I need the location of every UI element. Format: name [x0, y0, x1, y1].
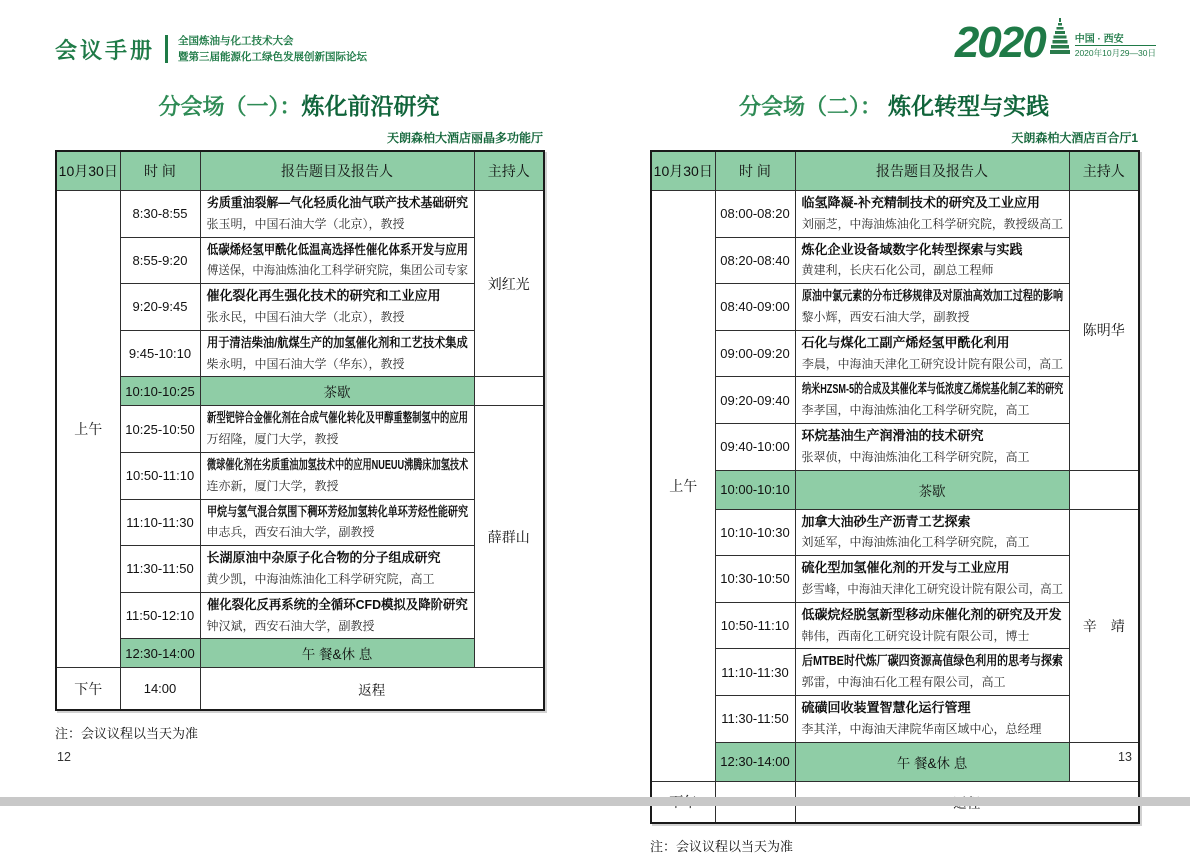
moderator-cell: [1069, 470, 1139, 509]
talk-speaker: 张翠侦，中海油炼油化工科学研究院，高工: [801, 449, 1030, 464]
talk-cell: [795, 423, 1069, 470]
talk-speaker-line: [207, 616, 468, 637]
time-cell: 8:30-8:55: [120, 191, 200, 238]
event-dates: 2020年10月29—30日: [1075, 45, 1156, 59]
talk-speaker-line: [802, 626, 1063, 647]
talk-cell: [795, 330, 1069, 377]
talk-speaker: 张玉明，中国石油大学（北京），教授: [206, 216, 405, 231]
talk-title-line: [802, 379, 1063, 400]
talk-cell: [795, 602, 1069, 649]
talk-title-line: [802, 193, 1063, 214]
talk-title: 催化裂化反再系统的全循环CFD模拟及降阶研究: [206, 596, 468, 612]
venue-label: 天朗森柏大酒店百合厅1: [1011, 131, 1138, 145]
period-cell-morning: 上午: [56, 191, 120, 668]
talk-title: 微球催化剂在劣质重油加氢技术中的应用NUEUU沸腾床加氢技术: [206, 456, 468, 472]
talk-title-line: [802, 651, 1063, 672]
break-row: [651, 470, 1139, 509]
time-cell: 10:50-11:10: [120, 452, 200, 499]
talk-speaker: 彭雪峰，中海油天津化工研究设计院有限公司，高工: [801, 581, 1063, 596]
talk-speaker: 李其洋，中海油天津院华南区域中心，总经理: [801, 721, 1042, 736]
talk-speaker-line: [802, 214, 1063, 235]
talk-title: 催化裂化再生强化技术的研究和工业应用: [206, 288, 441, 304]
talk-speaker: 申志兵，西安石油大学，副教授: [206, 525, 375, 540]
page-13: [650, 88, 1138, 855]
talk-speaker-line: [207, 354, 468, 375]
column-header-date: 10月30日: [651, 151, 715, 191]
time-cell: 10:10-10:25: [120, 377, 200, 406]
column-header-topic: 报告题目及报告人: [200, 151, 474, 191]
year-text: 2020: [954, 18, 1045, 68]
agenda-note: 注：会议议程以当天为准: [55, 725, 199, 741]
page-12: [55, 88, 543, 742]
session-title-prefix: 分会场（二）：: [738, 94, 889, 119]
column-header-date: 10月30日: [56, 151, 120, 191]
session-title-2: [650, 88, 1138, 121]
talk-cell: [200, 452, 474, 499]
talk-speaker: 李孝国，中海油炼油化工科学研究院，高工: [801, 403, 1030, 418]
talk-cell: [200, 191, 474, 238]
talk-speaker-line: [207, 307, 468, 328]
talk-title: 加拿大油砂生产沥青工艺探索: [801, 513, 971, 529]
time-cell: 11:10-11:30: [120, 499, 200, 546]
talk-speaker-line: [802, 672, 1063, 693]
time-cell: 12:30-14:00: [715, 742, 795, 781]
talk-speaker: 郭雷，中海油石化工程有限公司，高工: [801, 675, 1006, 690]
event-logo: [954, 18, 1156, 68]
time-cell: 11:30-11:50: [120, 546, 200, 593]
talk-speaker-line: [802, 719, 1063, 740]
talk-row: [651, 377, 1139, 424]
talk-row: [56, 284, 544, 331]
talk-title: 低碳烯烃氢甲酰化低温高选择性催化体系开发与应用: [206, 241, 468, 257]
talk-title: 低碳烷烃脱氢新型移动床催化剂的研究及开发: [801, 606, 1062, 622]
break-label-cell: 午 餐&休 息: [200, 639, 474, 668]
time-cell: 10:30-10:50: [715, 556, 795, 603]
talk-row: [651, 649, 1139, 696]
column-header-time: 时 间: [715, 151, 795, 191]
talk-cell: [795, 556, 1069, 603]
time-cell: 11:10-11:30: [715, 649, 795, 696]
pagoda-icon: [1050, 18, 1070, 61]
talk-cell: [795, 191, 1069, 238]
talk-cell: [200, 284, 474, 331]
talk-title-line: [802, 426, 1063, 447]
venue-label: 天朗森柏大酒店丽晶多功能厅: [386, 131, 543, 145]
brand-header: [55, 33, 367, 66]
talk-row: [56, 237, 544, 284]
talk-speaker: 李晨，中海油天津化工研究设计院有限公司，高工: [801, 356, 1063, 371]
period-cell-afternoon: 下午: [56, 668, 120, 710]
talk-row: [651, 284, 1139, 331]
talk-title: 纳米HZSM-5的合成及其催化苯与低浓度乙烯烷基化制乙苯的研究: [801, 381, 1063, 397]
session-title-prefix: 分会场（一）：: [158, 94, 302, 119]
talk-cell: [200, 499, 474, 546]
talk-title: 后MTBE时代炼厂碳四资源高值绿色利用的思考与探索: [801, 653, 1063, 669]
talk-speaker: 钟汉斌，西安石油大学，副教授: [206, 618, 375, 633]
talk-speaker: 黄建利，长庆石化公司，副总工程师: [801, 263, 994, 278]
time-cell: 9:20-9:45: [120, 284, 200, 331]
talk-speaker: 刘延军，中海油炼油化工科学研究院，高工: [801, 535, 1030, 550]
talk-row: [56, 191, 544, 238]
talk-cell: [200, 592, 474, 639]
talk-cell: [200, 406, 474, 453]
talk-title-line: [802, 558, 1063, 579]
talk-cell: [795, 237, 1069, 284]
talk-speaker: 黎小辉，西安石油大学，副教授: [801, 309, 970, 324]
return-activity-cell: 返程: [200, 668, 544, 710]
talk-speaker-line: [802, 354, 1063, 375]
talk-title-line: [207, 240, 468, 261]
session-title-1: [55, 88, 543, 121]
talk-row: [56, 592, 544, 639]
time-cell: 11:30-11:50: [715, 695, 795, 742]
talk-title-line: [802, 240, 1063, 261]
talk-row: [651, 330, 1139, 377]
break-row: [56, 377, 544, 406]
period-cell-morning: 上午: [651, 191, 715, 782]
subtitle-line-1: 全国炼油与化工技术大会: [178, 35, 294, 47]
talk-title-line: [207, 193, 468, 214]
talk-title-line: [207, 286, 468, 307]
talk-title: 硫磺回收装置智慧化运行管理: [801, 699, 971, 715]
break-label-cell: 茶歇: [200, 377, 474, 406]
booklet-title: 会议手册: [55, 37, 156, 63]
talk-title-line: [207, 502, 468, 523]
time-cell: 10:25-10:50: [120, 406, 200, 453]
talk-cell: [795, 284, 1069, 331]
column-header-topic: 报告题目及报告人: [795, 151, 1069, 191]
talk-speaker-line: [802, 447, 1063, 468]
time-cell: 08:40-09:00: [715, 284, 795, 331]
talk-title: 石化与煤化工副产烯烃氢甲酰化利用: [801, 334, 1010, 350]
talk-cell: [200, 237, 474, 284]
talk-speaker: 刘丽芝，中海油炼油化工科学研究院，教授级高工: [801, 216, 1063, 231]
session-title-topic: 炼化转型与实践: [888, 93, 1050, 119]
break-row: [56, 639, 544, 668]
time-cell: 10:00-10:10: [715, 470, 795, 509]
page-number-left: 12: [57, 750, 71, 764]
talk-cell: [795, 509, 1069, 556]
talk-row: [651, 556, 1139, 603]
talk-speaker: 万绍隆，厦门大学，教授: [206, 432, 339, 447]
talk-title: 用于清洁柴油/航煤生产的加氢催化剂和工艺技术集成: [206, 334, 468, 350]
time-cell: 10:10-10:30: [715, 509, 795, 556]
afternoon-row: [56, 668, 544, 710]
talk-row: [56, 452, 544, 499]
talk-title: 硫化型加氢催化剂的开发与工业应用: [801, 560, 1010, 576]
talk-row: [651, 602, 1139, 649]
time-cell: 08:00-08:20: [715, 191, 795, 238]
talk-cell: [795, 377, 1069, 424]
moderator-cell: 薛群山: [474, 406, 544, 668]
moderator-cell: 刘红光: [474, 191, 544, 377]
moderator-cell: 陈明华: [1069, 191, 1139, 471]
time-cell: 9:45-10:10: [120, 330, 200, 377]
talk-title-line: [802, 333, 1063, 354]
moderator-cell: 辛 靖: [1069, 509, 1139, 742]
talk-speaker-line: [802, 260, 1063, 281]
time-cell: 11:50-12:10: [120, 592, 200, 639]
divider: [165, 35, 168, 63]
talk-title: 甲烷与氢气混合氛围下稠环芳烃加氢转化单环芳烃性能研究: [206, 503, 468, 519]
talk-title: 环烷基油生产润滑油的技术研究: [801, 427, 984, 443]
talk-speaker-line: [802, 579, 1063, 600]
talk-speaker-line: [207, 214, 468, 235]
column-header-moderator: 主持人: [474, 151, 544, 191]
talk-title: 长湖原油中杂原子化合物的分子组成研究: [206, 550, 441, 566]
talk-speaker: 柴永明，中国石油大学（华东），教授: [206, 356, 405, 371]
talk-row: [56, 499, 544, 546]
talk-speaker-line: [207, 522, 468, 543]
talk-speaker-line: [802, 532, 1063, 553]
talk-cell: [200, 330, 474, 377]
talk-row: [56, 546, 544, 593]
logo-text: [1075, 30, 1156, 59]
talk-speaker: 韩伟，西南化工研究设计院有限公司，博士: [801, 628, 1030, 643]
schedule-table-2: [650, 150, 1140, 824]
page-number-right: 13: [1118, 750, 1132, 764]
header-row: [56, 151, 544, 191]
talk-row: [651, 191, 1139, 238]
talk-speaker-line: [802, 307, 1063, 328]
talk-cell: [795, 649, 1069, 696]
talk-cell: [795, 695, 1069, 742]
talk-title-line: [207, 548, 468, 569]
talk-speaker-line: [207, 476, 468, 497]
break-label-cell: 茶歇: [795, 470, 1069, 509]
page-bottom-bar: [0, 797, 1190, 806]
break-row: [651, 742, 1139, 781]
talk-row: [651, 423, 1139, 470]
time-cell: 08:20-08:40: [715, 237, 795, 284]
event-location: 中国 · 西安: [1074, 34, 1124, 45]
break-label-cell: 午 餐&休 息: [795, 742, 1069, 781]
talk-row: [56, 330, 544, 377]
talk-title-line: [207, 408, 468, 429]
talk-speaker: 连亦新，厦门大学，教授: [206, 478, 339, 493]
time-cell: 09:20-09:40: [715, 377, 795, 424]
talk-title: 临氢降凝-补充精制技术的研究及工业应用: [801, 195, 1040, 210]
time-cell: 10:50-11:10: [715, 602, 795, 649]
talk-speaker-line: [802, 400, 1063, 421]
conference-subtitle: [178, 33, 367, 66]
talk-row: [56, 406, 544, 453]
talk-title: 原油中氯元素的分布迁移规律及对原油高效加工过程的影响: [801, 288, 1063, 304]
schedule-table-1: [55, 150, 545, 711]
talk-title: 新型钯锌合金催化剂在合成气催化转化及甲醇重整制氢中的应用: [206, 410, 468, 426]
talk-speaker-line: [207, 260, 468, 281]
talk-speaker: 傅送保，中海油炼油化工科学研究院，集团公司专家: [206, 263, 468, 278]
talk-speaker-line: [207, 429, 468, 450]
talk-title: 炼化企业设备域数字化转型探索与实践: [801, 241, 1023, 257]
column-header-moderator: 主持人: [1069, 151, 1139, 191]
talk-title-line: [207, 455, 468, 476]
talk-row: [651, 237, 1139, 284]
time-cell: 8:55-9:20: [120, 237, 200, 284]
header-row: [651, 151, 1139, 191]
time-cell: 14:00: [120, 668, 200, 710]
time-cell: 09:40-10:00: [715, 423, 795, 470]
time-cell: 12:30-14:00: [120, 639, 200, 668]
talk-speaker-line: [207, 569, 468, 590]
talk-cell: [200, 546, 474, 593]
talk-row: [651, 509, 1139, 556]
talk-speaker: 张永民，中国石油大学（北京），教授: [206, 309, 405, 324]
talk-title-line: [207, 333, 468, 354]
talk-title: 劣质重油裂解—气化轻质化油气联产技术基础研究: [206, 195, 468, 210]
moderator-cell: [474, 377, 544, 406]
subtitle-line-2: 暨第三届能源化工绿色发展创新国际论坛: [178, 51, 368, 64]
talk-title-line: [802, 512, 1063, 533]
talk-row: [651, 695, 1139, 742]
session-title-topic: 炼化前沿研究: [301, 93, 440, 119]
agenda-note: 注：会议议程以当天为准: [650, 839, 794, 855]
column-header-time: 时 间: [120, 151, 200, 191]
talk-title-line: [802, 698, 1063, 719]
talk-title-line: [207, 595, 468, 616]
talk-title-line: [802, 605, 1063, 626]
talk-speaker: 黄少凯，中海油炼油化工科学研究院，高工: [206, 571, 435, 586]
talk-title-line: [802, 286, 1063, 307]
time-cell: 09:00-09:20: [715, 330, 795, 377]
